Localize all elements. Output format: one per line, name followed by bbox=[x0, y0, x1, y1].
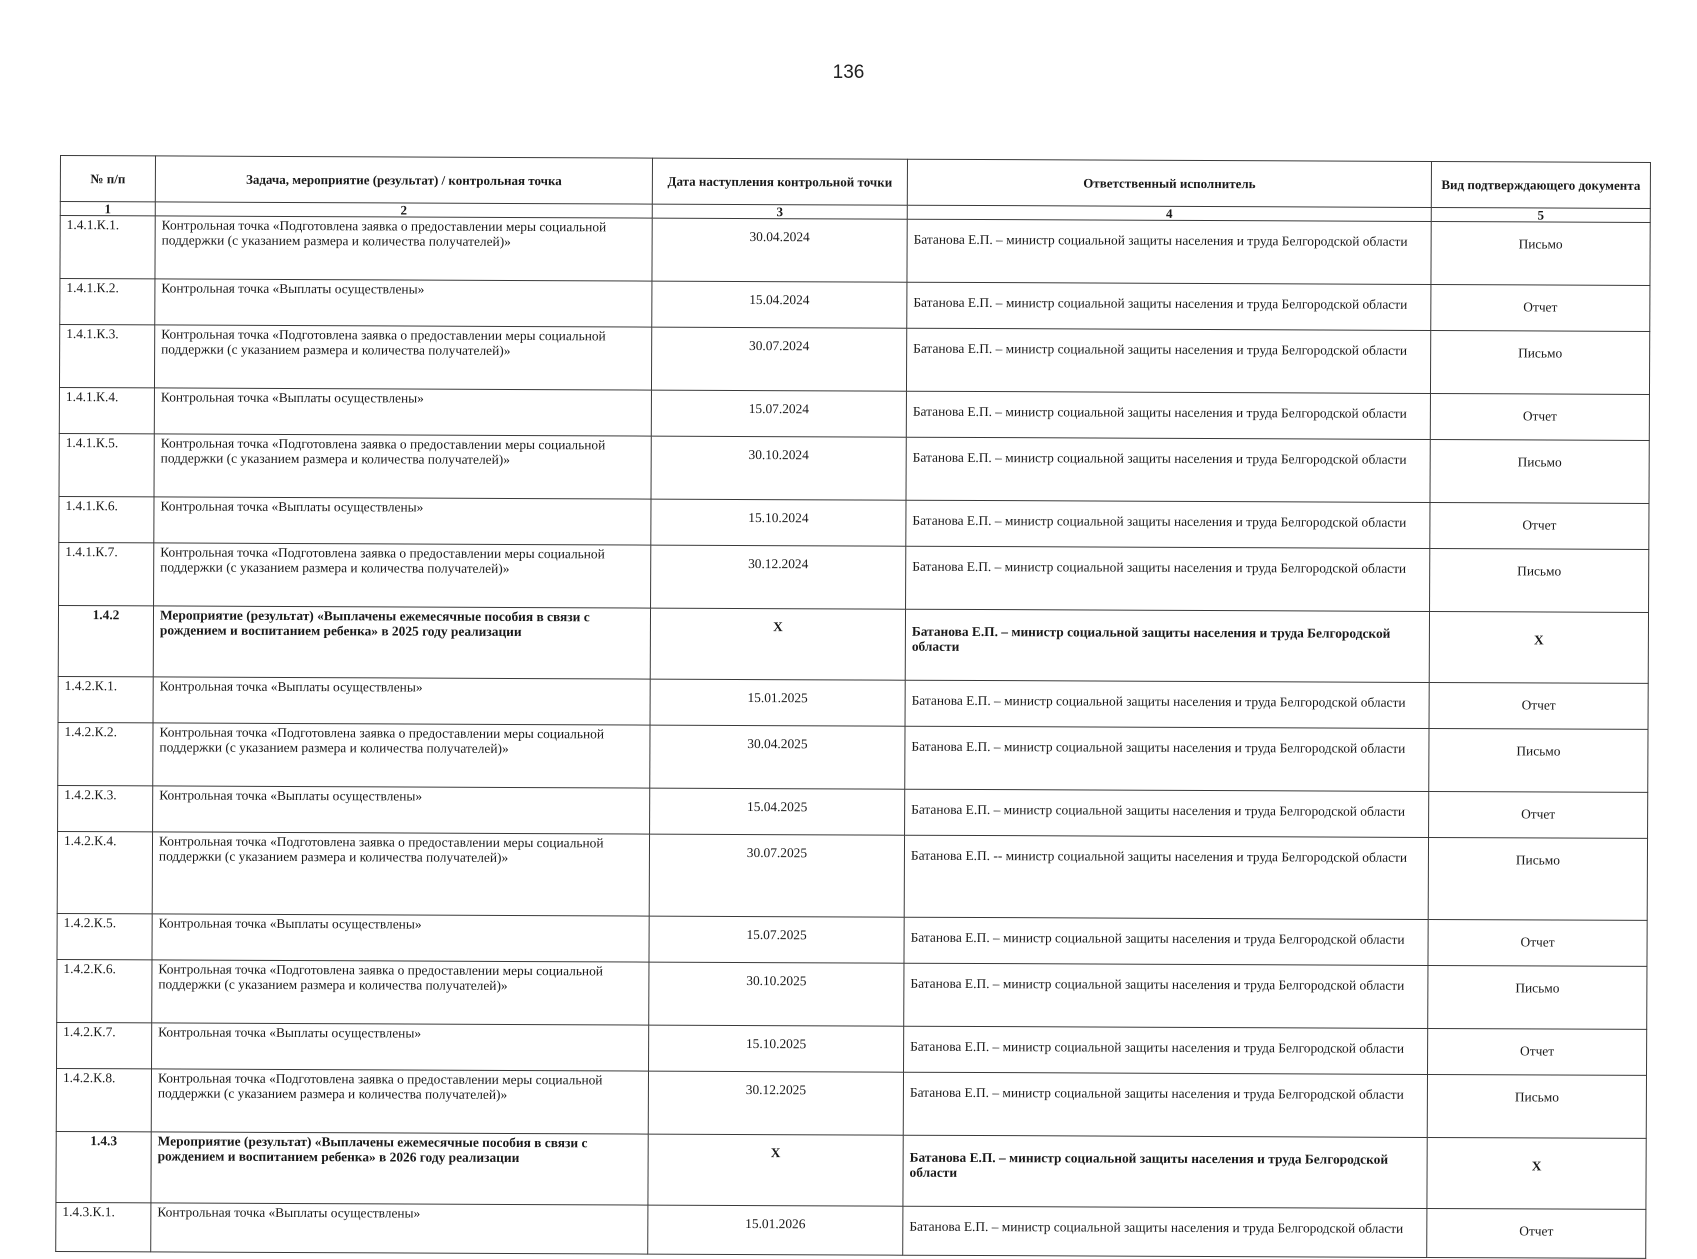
row-executor: Батанова Е.П. – министр социальной защиты населения и труда Белгородской области bbox=[905, 680, 1429, 728]
row-date: 15.01.2026 bbox=[648, 1205, 903, 1255]
row-document: Отчет bbox=[1428, 919, 1647, 966]
row-task: Контрольная точка «Выплаты осуществлены» bbox=[152, 914, 649, 962]
row-number: 1.4.2.К.3. bbox=[58, 785, 153, 831]
row-number: 1.4.1.К.3. bbox=[59, 325, 154, 388]
row-date: 15.04.2024 bbox=[652, 281, 907, 328]
row-task: Контрольная точка «Подготовлена заявка о предоставлении меры социальной поддержки (с указанием размера и количества получателей)» bbox=[154, 543, 651, 608]
table-row bbox=[60, 279, 1650, 332]
row-date: X bbox=[648, 1134, 903, 1206]
column-number: 4 bbox=[907, 205, 1431, 221]
row-task: Контрольная точка «Выплаты осуществлены» bbox=[155, 279, 652, 327]
row-number: 1.4.3.К.1. bbox=[56, 1202, 151, 1251]
row-number: 1.4.1.К.5. bbox=[59, 433, 154, 496]
row-date: 30.04.2025 bbox=[650, 725, 905, 789]
table-row bbox=[59, 433, 1649, 503]
table-row bbox=[57, 959, 1647, 1029]
row-number: 1.4.1.К.6. bbox=[59, 496, 154, 542]
row-executor: Батанова Е.П. – министр социальной защиты населения и труда Белгородской области bbox=[906, 328, 1430, 393]
row-executor: Батанова Е.П. – министр социальной защиты населения и труда Белгородской области bbox=[903, 1206, 1427, 1257]
row-date: 30.07.2025 bbox=[649, 834, 904, 917]
table-row bbox=[58, 785, 1648, 838]
row-executor: Батанова Е.П. – министр социальной защиты населения и труда Белгородской области bbox=[904, 1026, 1428, 1074]
row-document: Письмо bbox=[1430, 330, 1649, 394]
row-number: 1.4.1.К.2. bbox=[60, 279, 155, 325]
row-executor: Батанова Е.П. – министр социальной защиты населения и труда Белгородской области bbox=[906, 437, 1430, 502]
row-task: Мероприятие (результат) «Выплачены ежемесячные пособия в связи с рождением и воспитанием ребенка» в 2025 году реализации bbox=[153, 606, 650, 679]
row-document: Отчет bbox=[1429, 791, 1648, 838]
row-number: 1.4.2 bbox=[58, 605, 153, 676]
row-task: Контрольная точка «Подготовлена заявка о предоставлении меры социальной поддержки (с указанием размера и количества получателей)» bbox=[155, 216, 652, 281]
row-date: X bbox=[650, 608, 905, 680]
row-task: Контрольная точка «Выплаты осуществлены» bbox=[154, 388, 651, 436]
row-executor: Батанова Е.П. – министр социальной защиты населения и труда Белгородской области bbox=[904, 917, 1428, 965]
row-task: Контрольная точка «Подготовлена заявка о предоставлении меры социальной поддержки (с указанием размера и количества получателей)» bbox=[153, 723, 650, 788]
row-date: 30.12.2024 bbox=[651, 545, 906, 609]
row-executor: Батанова Е.П. – министр социальной защиты населения и труда Белгородской области bbox=[904, 963, 1428, 1028]
row-date: 15.01.2025 bbox=[650, 679, 905, 726]
row-number: 1.4.1.К.7. bbox=[59, 542, 154, 605]
table-row bbox=[57, 1022, 1647, 1075]
row-number: 1.4.1.К.4. bbox=[59, 387, 154, 433]
row-date: 15.04.2025 bbox=[650, 788, 905, 835]
row-date: 30.04.2024 bbox=[652, 218, 907, 282]
column-number: 1 bbox=[60, 202, 155, 216]
row-executor: Батанова Е.П. – министр социальной защиты населения и труда Белгородской области bbox=[906, 546, 1430, 611]
row-document: Письмо bbox=[1428, 837, 1647, 920]
table-row-measure bbox=[56, 1131, 1646, 1209]
row-executor: Батанова Е.П. – министр социальной защиты населения и труда Белгородской области bbox=[903, 1072, 1427, 1137]
row-date: 30.10.2025 bbox=[649, 962, 904, 1026]
table-row bbox=[59, 387, 1649, 440]
row-executor: Батанова Е.П. – министр социальной защиты населения и труда Белгородской области bbox=[903, 1135, 1427, 1208]
table-row bbox=[58, 722, 1648, 792]
table-row bbox=[57, 913, 1647, 966]
table-row bbox=[60, 216, 1650, 286]
row-task: Контрольная точка «Подготовлена заявка о предоставлении меры социальной поддержки (с указанием размера и количества получателей)» bbox=[154, 325, 651, 390]
row-number: 1.4.2.К.4. bbox=[57, 831, 152, 913]
row-document: Отчет bbox=[1428, 1028, 1647, 1075]
row-date: 30.12.2025 bbox=[648, 1071, 903, 1135]
row-date: 15.10.2024 bbox=[651, 499, 906, 546]
row-document: Отчет bbox=[1429, 682, 1648, 729]
row-executor: Батанова Е.П. – министр социальной защиты населения и труда Белгородской области bbox=[907, 219, 1431, 284]
column-number: 2 bbox=[155, 202, 652, 218]
row-number: 1.4.2.К.8. bbox=[56, 1068, 151, 1131]
row-executor: Батанова Е.П. – министр социальной защиты населения и труда Белгородской области bbox=[906, 500, 1430, 548]
row-document: Письмо bbox=[1430, 548, 1649, 612]
row-number: 1.4.2.К.5. bbox=[57, 913, 152, 959]
row-task: Контрольная точка «Подготовлена заявка о предоставлении меры социальной поддержки (с указанием размера и количества получателей)» bbox=[152, 832, 649, 916]
column-number: 3 bbox=[652, 204, 907, 219]
row-date: 15.10.2025 bbox=[649, 1025, 904, 1072]
table-row-measure bbox=[58, 605, 1648, 683]
row-number: 1.4.2.К.2. bbox=[58, 722, 153, 785]
row-task: Мероприятие (результат) «Выплачены ежемесячные пособия в связи с рождением и воспитанием ребенка» в 2026 году реализации bbox=[151, 1132, 648, 1205]
row-document: Письмо bbox=[1428, 965, 1647, 1029]
table-row bbox=[56, 1202, 1646, 1258]
page-number: 136 bbox=[832, 62, 865, 83]
control-points-table bbox=[55, 155, 1651, 1259]
row-executor: Батанова Е.П. – министр социальной защиты населения и труда Белгородской области bbox=[905, 609, 1429, 682]
row-task: Контрольная точка «Выплаты осуществлены» bbox=[153, 786, 650, 834]
row-number: 1.4.2.К.1. bbox=[58, 676, 153, 722]
column-number: 5 bbox=[1431, 207, 1650, 222]
row-executor: Батанова Е.П. – министр социальной защиты населения и труда Белгородской области bbox=[906, 391, 1430, 439]
row-task: Контрольная точка «Подготовлена заявка о предоставлении меры социальной поддержки (с указанием размера и количества получателей)» bbox=[152, 960, 649, 1025]
table-row bbox=[59, 496, 1649, 549]
row-task: Контрольная точка «Выплаты осуществлены» bbox=[154, 497, 651, 545]
header-task: Задача, мероприятие (результат) / контрольная точка bbox=[155, 156, 652, 204]
row-number: 1.4.2.К.6. bbox=[57, 959, 152, 1022]
header-num: № п/п bbox=[60, 156, 155, 202]
row-document: Отчет bbox=[1430, 502, 1649, 549]
row-executor: Батанова Е.П. – министр социальной защиты населения и труда Белгородской области bbox=[905, 789, 1429, 837]
row-executor: Батанова Е.П. – министр социальной защиты населения и труда Белгородской области bbox=[907, 282, 1431, 330]
table-row bbox=[59, 325, 1649, 395]
row-document: Отчет bbox=[1427, 1208, 1646, 1258]
row-document: Отчет bbox=[1430, 393, 1649, 440]
row-task: Контрольная точка «Выплаты осуществлены» bbox=[151, 1203, 648, 1254]
row-executor: Батанова Е.П. – министр социальной защиты населения и труда Белгородской области bbox=[905, 726, 1429, 791]
row-document: X bbox=[1427, 1137, 1646, 1209]
row-document: Письмо bbox=[1429, 728, 1648, 792]
row-document: X bbox=[1429, 611, 1648, 683]
table-row bbox=[56, 1068, 1646, 1138]
header-doc: Вид подтверждающего документа bbox=[1431, 161, 1650, 208]
row-number: 1.4.3 bbox=[56, 1131, 151, 1202]
row-date: 30.10.2024 bbox=[651, 436, 906, 500]
row-task: Контрольная точка «Выплаты осуществлены» bbox=[152, 1023, 649, 1071]
header-date: Дата наступления контрольной точки bbox=[652, 158, 907, 205]
table-row bbox=[57, 831, 1647, 920]
row-task: Контрольная точка «Выплаты осуществлены» bbox=[153, 677, 650, 725]
table-row bbox=[59, 542, 1649, 612]
row-number: 1.4.1.К.1. bbox=[60, 216, 155, 279]
row-document: Письмо bbox=[1430, 439, 1649, 503]
header-executor: Ответственный исполнитель bbox=[907, 159, 1431, 207]
table-row bbox=[58, 676, 1648, 729]
row-document: Письмо bbox=[1431, 221, 1650, 285]
row-number: 1.4.2.К.7. bbox=[57, 1022, 152, 1068]
row-date: 15.07.2025 bbox=[649, 916, 904, 963]
table-header-row bbox=[60, 156, 1650, 209]
row-date: 30.07.2024 bbox=[651, 327, 906, 391]
row-task: Контрольная точка «Подготовлена заявка о предоставлении меры социальной поддержки (с указанием размера и количества получателей)» bbox=[151, 1069, 648, 1134]
row-date: 15.07.2024 bbox=[651, 390, 906, 437]
row-executor: Батанова Е.П. -- министр социальной защиты населения и труда Белгородской области bbox=[904, 835, 1428, 919]
row-document: Отчет bbox=[1431, 284, 1650, 331]
row-task: Контрольная точка «Подготовлена заявка о предоставлении меры социальной поддержки (с указанием размера и количества получателей)» bbox=[154, 434, 651, 499]
row-document: Письмо bbox=[1427, 1074, 1646, 1138]
